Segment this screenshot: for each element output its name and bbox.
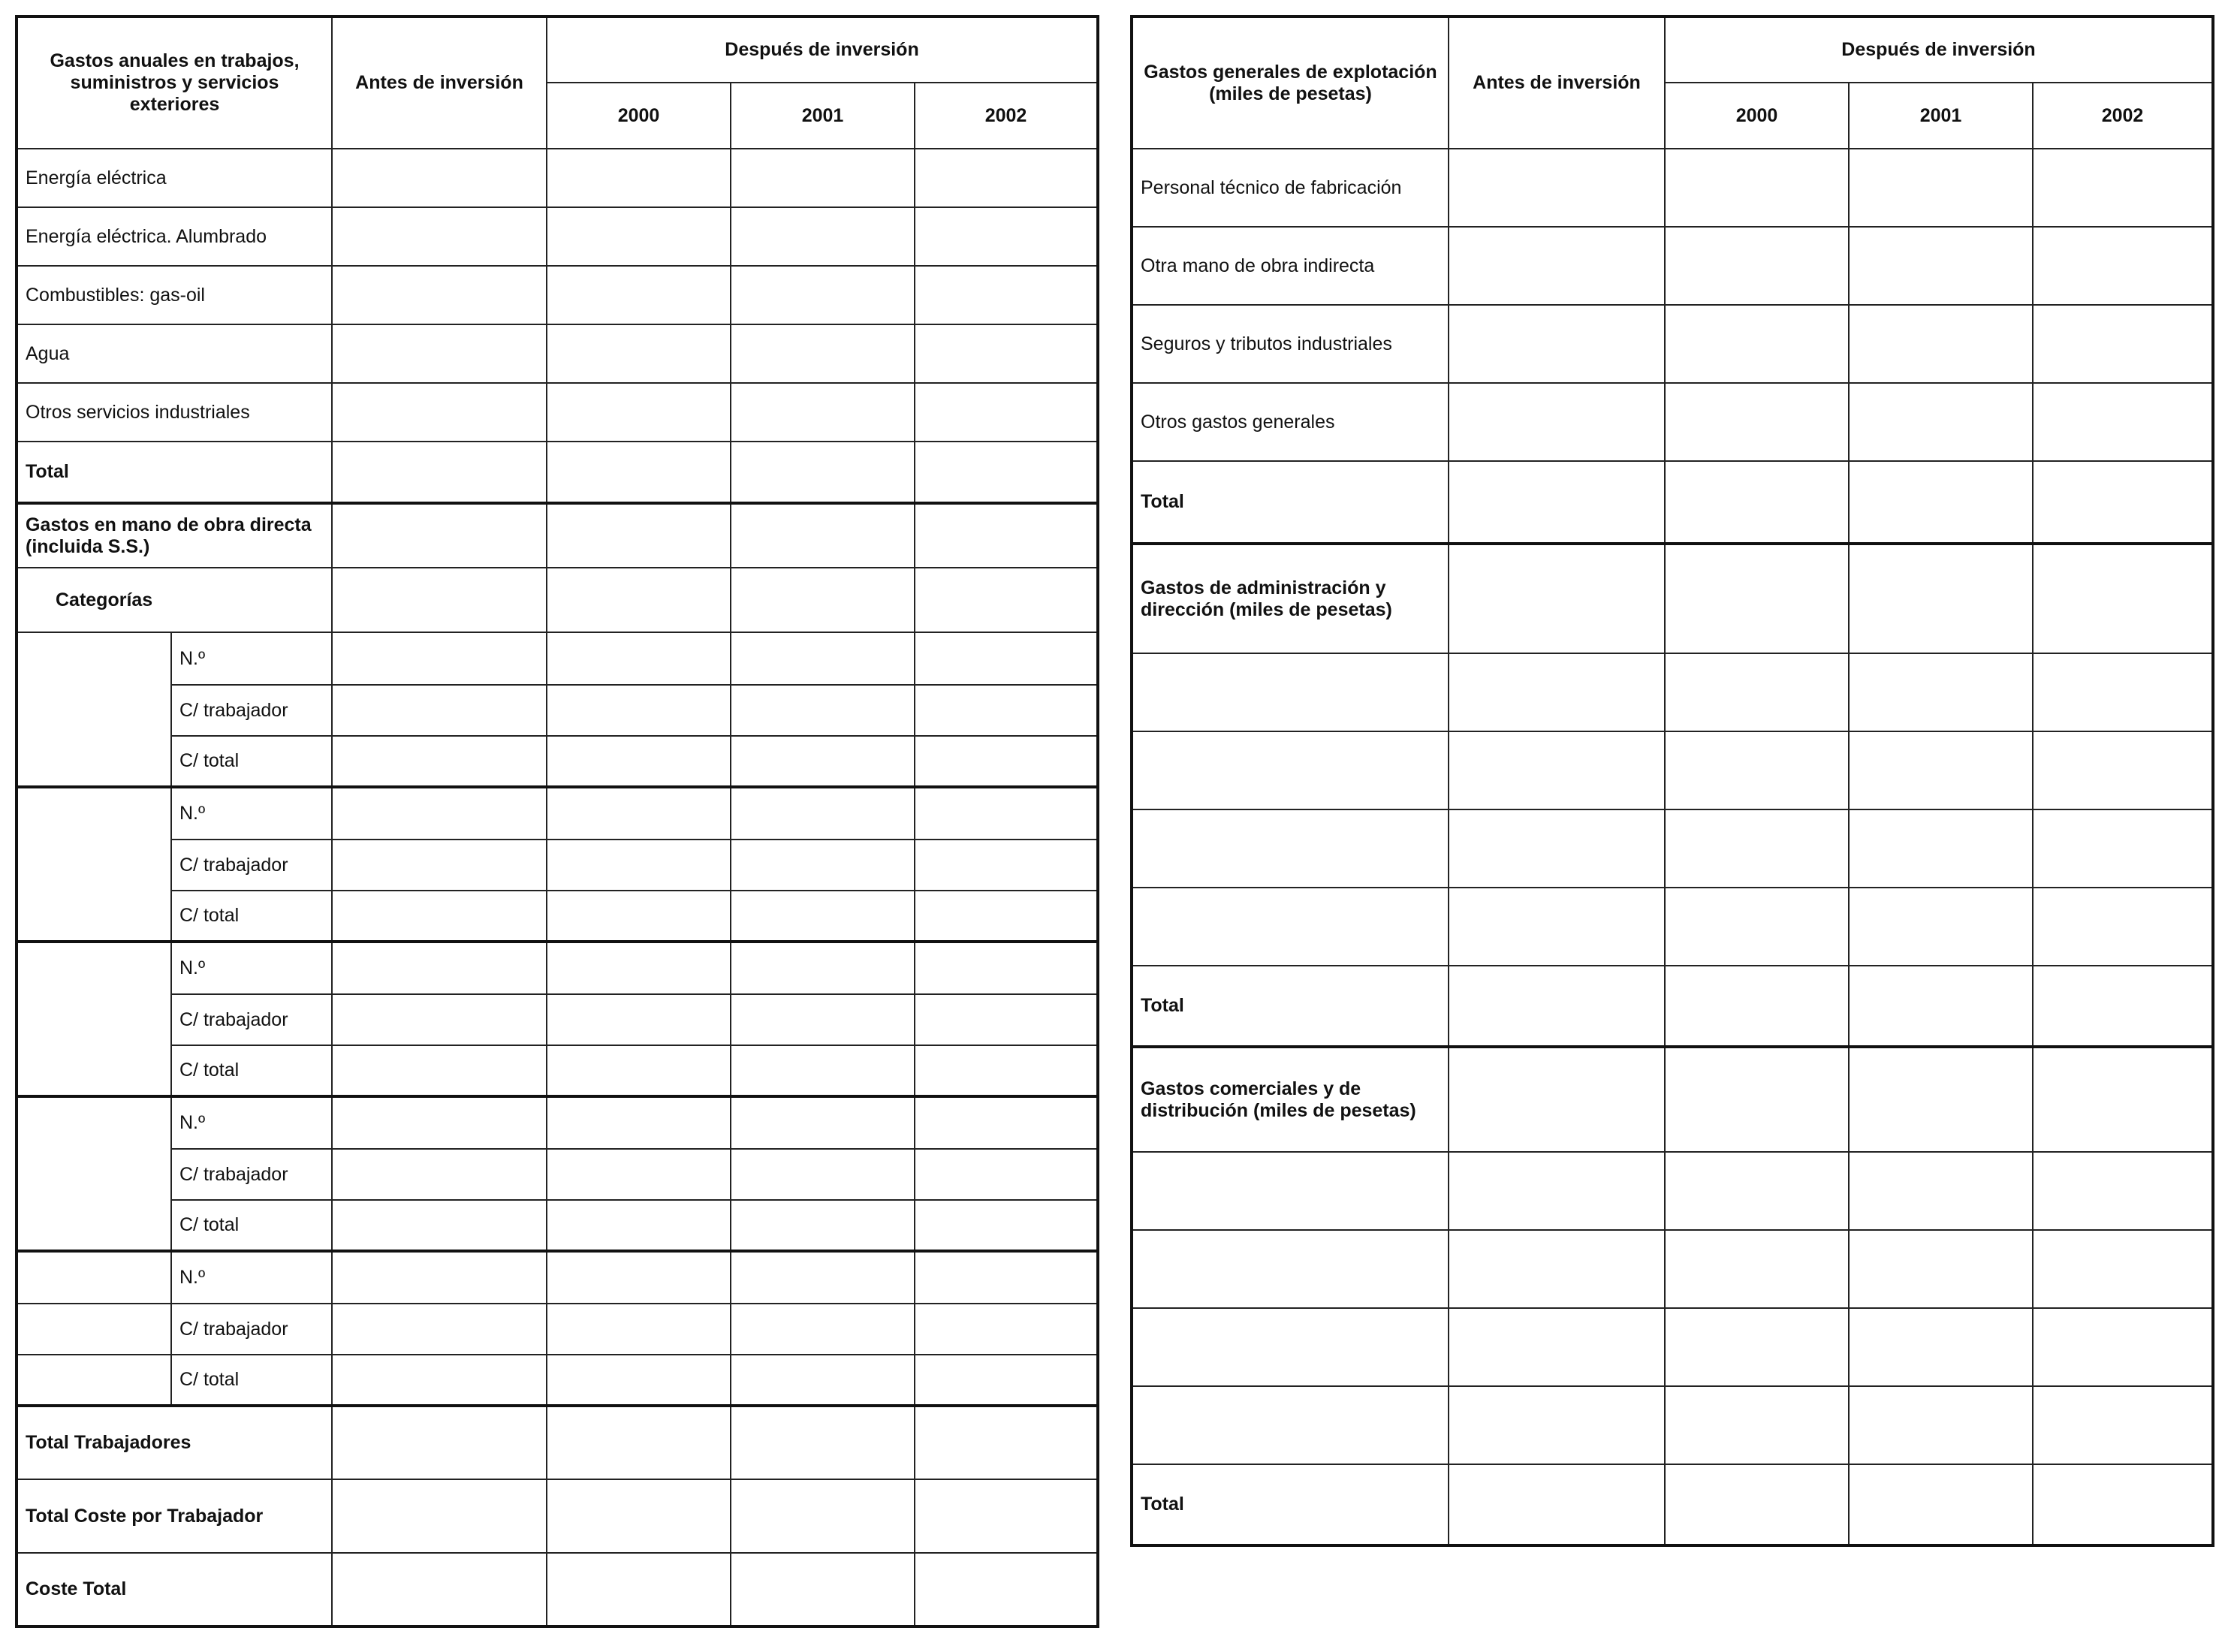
left-year-2000: 2000 <box>547 83 731 149</box>
left-year-2002: 2002 <box>915 83 1098 149</box>
row-label-otra-mano-obra: Otra mano de obra indirecta <box>1132 227 1449 305</box>
row-label-combustibles: Combustibles: gas-oil <box>17 266 332 324</box>
category-cell <box>17 1304 171 1355</box>
sub-label-total: C/ total <box>171 1045 332 1096</box>
commercial-total-label: Total <box>1132 1464 1449 1545</box>
left-label-header: Gastos anuales en trabajos, suministros y servicios exteriores <box>17 17 332 149</box>
category-cell <box>17 632 171 787</box>
categories-label: Categorías <box>17 568 332 632</box>
category-cell <box>17 942 171 1096</box>
sub-label-numero: N.º <box>171 942 332 994</box>
sub-label-total: C/ total <box>171 1355 332 1406</box>
sub-label-trabajador: C/ trabajador <box>171 840 332 891</box>
right-label-header: Gastos generales de explotación (miles de pesetas) <box>1132 17 1449 149</box>
right-after-header: Después de inversión <box>1665 17 2213 83</box>
left-before-header: Antes de inversión <box>332 17 547 149</box>
sub-label-total: C/ total <box>171 736 332 787</box>
right-year-2002: 2002 <box>2033 83 2213 149</box>
category-cell <box>17 1251 171 1304</box>
right-expense-table <box>1130 15 2214 1547</box>
category-cell <box>17 787 171 942</box>
right-year-2000: 2000 <box>1665 83 1849 149</box>
sub-label-trabajador: C/ trabajador <box>171 1304 332 1355</box>
total-trabajadores-label: Total Trabajadores <box>17 1406 332 1479</box>
general-total-label: Total <box>1132 461 1449 544</box>
row-label-energia: Energía eléctrica <box>17 149 332 207</box>
left-after-header: Después de inversión <box>547 17 1098 83</box>
sub-label-trabajador: C/ trabajador <box>171 994 332 1045</box>
row-label-personal-tecnico: Personal técnico de fabricación <box>1132 149 1449 227</box>
left-expense-table <box>15 15 1099 1628</box>
admin-header: Gastos de administración y dirección (miles de pesetas) <box>1132 544 1449 653</box>
row-label-otros-servicios: Otros servicios industriales <box>17 383 332 442</box>
row-label-services-total: Total <box>17 442 332 503</box>
sub-label-total: C/ total <box>171 1200 332 1251</box>
labor-header: Gastos en mano de obra directa (incluida S.S.) <box>17 503 332 568</box>
row-label-otros-gastos: Otros gastos generales <box>1132 383 1449 461</box>
sub-label-trabajador: C/ trabajador <box>171 1149 332 1200</box>
row-label-agua: Agua <box>17 324 332 383</box>
row-label-alumbrado: Energía eléctrica. Alumbrado <box>17 207 332 266</box>
total-coste-trabajador-label: Total Coste por Trabajador <box>17 1479 332 1553</box>
sub-label-total: C/ total <box>171 891 332 942</box>
sub-label-numero: N.º <box>171 632 332 685</box>
left-year-2001: 2001 <box>731 83 915 149</box>
coste-total-label: Coste Total <box>17 1553 332 1626</box>
sub-label-numero: N.º <box>171 1251 332 1304</box>
row-label-seguros: Seguros y tributos industriales <box>1132 305 1449 383</box>
category-cell <box>17 1096 171 1251</box>
category-cell <box>17 1355 171 1406</box>
right-year-2001: 2001 <box>1849 83 2033 149</box>
sub-label-numero: N.º <box>171 787 332 840</box>
admin-total-label: Total <box>1132 966 1449 1047</box>
right-before-header: Antes de inversión <box>1449 17 1665 149</box>
sub-label-trabajador: C/ trabajador <box>171 685 332 736</box>
sub-label-numero: N.º <box>171 1096 332 1149</box>
commercial-header: Gastos comerciales y de distribución (miles de pesetas) <box>1132 1047 1449 1152</box>
